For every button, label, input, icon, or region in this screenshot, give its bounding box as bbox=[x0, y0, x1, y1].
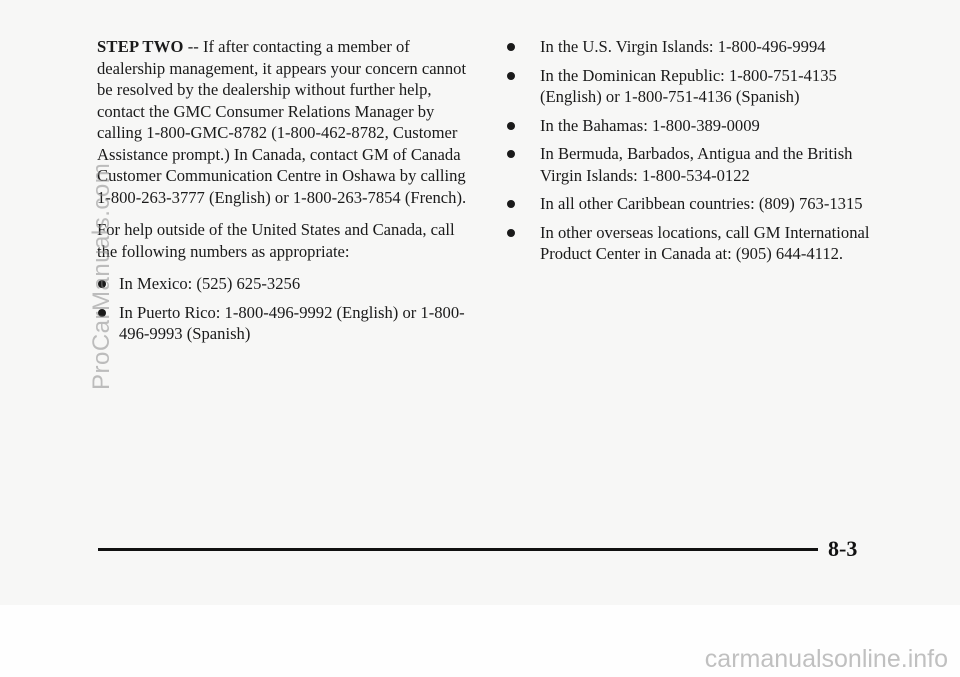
list-item-text: In Mexico: (525) 625-3256 bbox=[119, 274, 301, 293]
list-item bbox=[97, 273, 469, 295]
left-column bbox=[97, 36, 469, 352]
step-two-text: -- If after contacting a member of dealership management, it appears your concern cannot be resolved by the dealership without further help, contact the GMC Consumer Relations Manager by calling 1-800-GMC-8782 (1-800-462-8782, Customer Assistance prompt.) In Canada, contact GM of Canada Customer Communication Centre in Oshawa by calling 1-800-263-3777 (English) or 1-800-263-7854 (French). bbox=[97, 37, 467, 207]
list-item bbox=[519, 193, 879, 215]
bullet-icon bbox=[507, 229, 515, 237]
page-number: 8-3 bbox=[828, 536, 858, 561]
list-item-text: In all other Caribbean countries: (809) 763-1315 bbox=[540, 194, 863, 213]
side-watermark: ProCarManuals.com bbox=[88, 162, 115, 390]
bullet-icon bbox=[507, 122, 515, 130]
footer-rule bbox=[98, 548, 818, 551]
list-item bbox=[519, 65, 879, 108]
left-bullet-list bbox=[97, 273, 469, 345]
outside-us-intro: For help outside of the United States and Canada, call the following numbers as appropriate: bbox=[97, 220, 455, 261]
right-bullet-list bbox=[519, 36, 879, 265]
step-two-label: STEP TWO bbox=[97, 37, 184, 56]
list-item bbox=[97, 302, 469, 345]
list-item-text: In Bermuda, Barbados, Antigua and the British Virgin Islands: 1-800-534-0122 bbox=[540, 144, 853, 185]
list-item bbox=[519, 36, 879, 58]
list-item-text: In the U.S. Virgin Islands: 1-800-496-9994 bbox=[540, 37, 826, 56]
bullet-icon bbox=[507, 150, 515, 158]
list-item-text: In the Bahamas: 1-800-389-0009 bbox=[540, 115, 760, 135]
list-item bbox=[519, 143, 879, 186]
list-item-text: In other overseas locations, call GM International Product Center in Canada at: (905) 644-4112. bbox=[540, 222, 870, 263]
bullet-icon bbox=[507, 72, 515, 80]
bullet-icon bbox=[507, 43, 515, 51]
bottom-watermark: carmanualsonline.info bbox=[704, 645, 948, 673]
list-item bbox=[519, 115, 879, 137]
list-item bbox=[519, 222, 879, 265]
step-two-paragraph bbox=[97, 36, 469, 208]
list-item-text: In Puerto Rico: 1-800-496-9992 (English) or 1-800-496-9993 (Spanish) bbox=[119, 302, 465, 343]
right-column bbox=[519, 36, 879, 272]
bullet-icon bbox=[507, 200, 515, 208]
list-item-text: In the Dominican Republic: 1-800-751-4135 (English) or 1-800-751-4136 (Spanish) bbox=[540, 65, 837, 106]
